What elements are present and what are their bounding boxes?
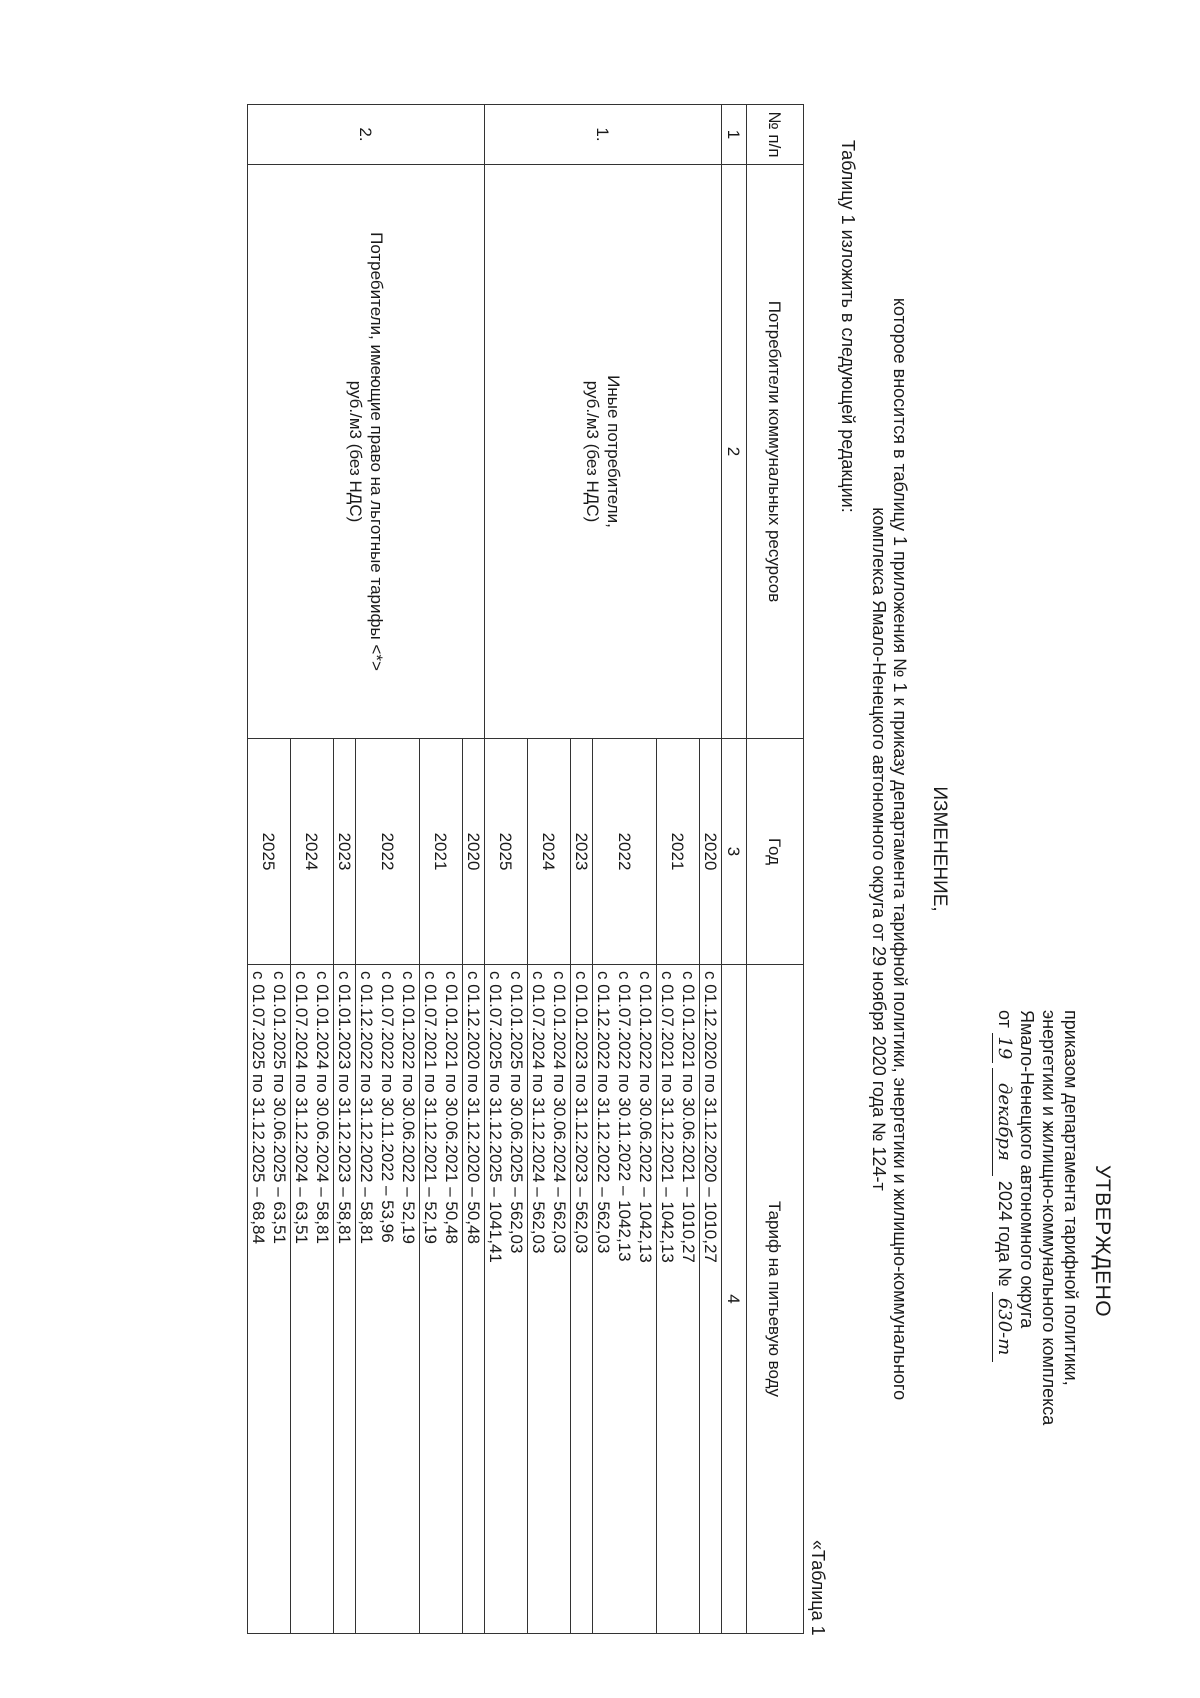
tariff-line: с 01.01.2023 по 31.12.2023 – 58,81 <box>335 971 354 1244</box>
subtitle-line-2: комплекса Ямало-Ненецкого автономного округа от 29 ноября 2020 года № 124-т <box>869 507 889 1191</box>
tariff-line: с 01.07.2025 по 31.12.2025 – 68,84 <box>249 971 268 1244</box>
year-cell: 2022 <box>356 739 420 965</box>
approval-number: 630-т <box>992 1292 1015 1362</box>
year-cell: 2024 <box>291 739 334 965</box>
year-cell: 2023 <box>334 739 356 965</box>
table-row <box>463 105 485 1634</box>
year-cell: 2023 <box>571 739 593 965</box>
approval-year: 2024 года № <box>995 1180 1015 1287</box>
tariff-line: с 01.07.2022 по 30.11.2022 – 53,96 <box>378 971 397 1243</box>
tariff-cell <box>700 965 722 1634</box>
tariff-line: с 01.12.2020 по 31.12.2020 – 50,48 <box>464 971 483 1244</box>
document-title: ИЗМЕНЕНИЕ, <box>929 786 950 912</box>
header-number: № п/п <box>747 105 804 165</box>
tariff-line: с 01.01.2022 по 30.06.2022 – 52,19 <box>399 971 418 1244</box>
row-number: 1. <box>485 105 722 165</box>
consumer-cell <box>248 165 485 739</box>
tariff-line: с 01.12.2022 по 31.12.2022 – 562,03 <box>594 971 613 1254</box>
tariff-table <box>247 104 804 1634</box>
tariff-cell <box>356 965 420 1634</box>
tariff-line: с 01.01.2021 по 30.06.2021 – 50,48 <box>442 971 461 1244</box>
year-cell: 2025 <box>485 739 528 965</box>
consumer-unit: руб./м3 (без НДС) <box>346 380 365 523</box>
column-number-row <box>722 105 747 1634</box>
tariff-line: с 01.01.2021 по 30.06.2021 – 1010,27 <box>679 971 698 1263</box>
approval-line-1: приказом департамента тарифной политики, <box>1061 1010 1081 1386</box>
tariff-line: с 01.01.2024 по 30.06.2024 – 58,81 <box>313 971 332 1244</box>
tariff-line: с 01.07.2022 по 30.11.2022 – 1042,13 <box>615 971 634 1262</box>
tariff-line: с 01.07.2021 по 31.12.2021 – 52,19 <box>421 971 440 1244</box>
tariff-cell <box>571 965 593 1634</box>
tariff-line: с 01.01.2024 по 30.06.2024 – 562,03 <box>550 971 569 1254</box>
year-cell: 2022 <box>593 739 657 965</box>
approval-date-line <box>992 1010 1016 1425</box>
approval-from: от <box>995 1010 1015 1028</box>
intro-text: Таблицу 1 изложить в следующей редакции: <box>838 140 858 513</box>
tariff-line: с 01.01.2023 по 31.12.2023 – 562,03 <box>572 971 591 1254</box>
tariff-line: с 01.12.2022 по 31.12.2022 – 58,81 <box>357 971 376 1244</box>
header-year: Год <box>747 739 804 965</box>
tariff-cell <box>528 965 571 1634</box>
tariff-cell <box>291 965 334 1634</box>
consumer-line: Иные потребители, <box>604 375 623 528</box>
consumer-unit: руб./м3 (без НДС) <box>583 380 602 523</box>
tariff-cell <box>248 965 291 1634</box>
header-tariff: Тариф на питьевую воду <box>747 965 804 1634</box>
approval-line-3: Ямало-Ненецкого автономного округа <box>1017 1010 1037 1329</box>
table-header-row <box>747 105 804 1634</box>
tariff-line: с 01.07.2024 по 31.12.2024 – 63,51 <box>292 971 311 1244</box>
tariff-cell <box>420 965 463 1634</box>
approval-line-2: энергетики и жилищно-коммунального комплекса <box>1039 1010 1059 1426</box>
row-number: 2. <box>248 105 485 165</box>
table-body <box>248 105 722 1634</box>
tariff-line: с 01.01.2025 по 30.06.2025 – 562,03 <box>507 971 526 1254</box>
table-label: «Таблица 1 <box>808 1540 828 1636</box>
tariff-line: с 01.12.2020 по 31.12.2020 – 1010,27 <box>701 971 720 1263</box>
header-consumers: Потребители коммунальных ресурсов <box>747 165 804 739</box>
approval-month: декабря <box>992 1068 1015 1176</box>
tariff-line: с 01.07.2025 по 31.12.2025 – 1041,41 <box>486 971 505 1263</box>
tariff-cell <box>657 965 700 1634</box>
year-cell: 2020 <box>463 739 485 965</box>
consumer-cell <box>485 165 722 739</box>
column-number: 3 <box>722 739 747 965</box>
year-cell: 2020 <box>700 739 722 965</box>
subtitle-line-1: которое вносится в таблицу 1 приложения № 1 к приказу департамента тарифной политики, энергетики и жилищно-коммунального <box>890 297 910 1401</box>
year-cell: 2025 <box>248 739 291 965</box>
document-subtitle <box>868 0 910 1698</box>
tariff-line: с 01.01.2025 по 30.06.2025 – 63,51 <box>270 971 289 1244</box>
column-number: 2 <box>722 165 747 739</box>
tariff-cell <box>463 965 485 1634</box>
consumer-line: Потребители, имеющие право на льготные тарифы <*> <box>367 232 386 671</box>
approval-heading: УТВЕРЖДЕНО <box>1091 1165 1114 1318</box>
tariff-line: с 01.07.2024 по 31.12.2024 – 562,03 <box>529 971 548 1254</box>
column-number: 4 <box>722 965 747 1634</box>
tariff-cell <box>593 965 657 1634</box>
tariff-line: с 01.07.2021 по 31.12.2021 – 1042,13 <box>658 971 677 1263</box>
tariff-cell <box>334 965 356 1634</box>
year-cell: 2024 <box>528 739 571 965</box>
column-number: 1 <box>722 105 747 165</box>
year-cell: 2021 <box>657 739 700 965</box>
approval-block <box>992 1010 1082 1425</box>
year-cell: 2021 <box>420 739 463 965</box>
tariff-line: с 01.01.2022 по 30.06.2022 – 1042,13 <box>636 971 655 1263</box>
table-row <box>700 105 722 1634</box>
approval-day: 19 <box>992 1033 1015 1063</box>
tariff-cell <box>485 965 528 1634</box>
